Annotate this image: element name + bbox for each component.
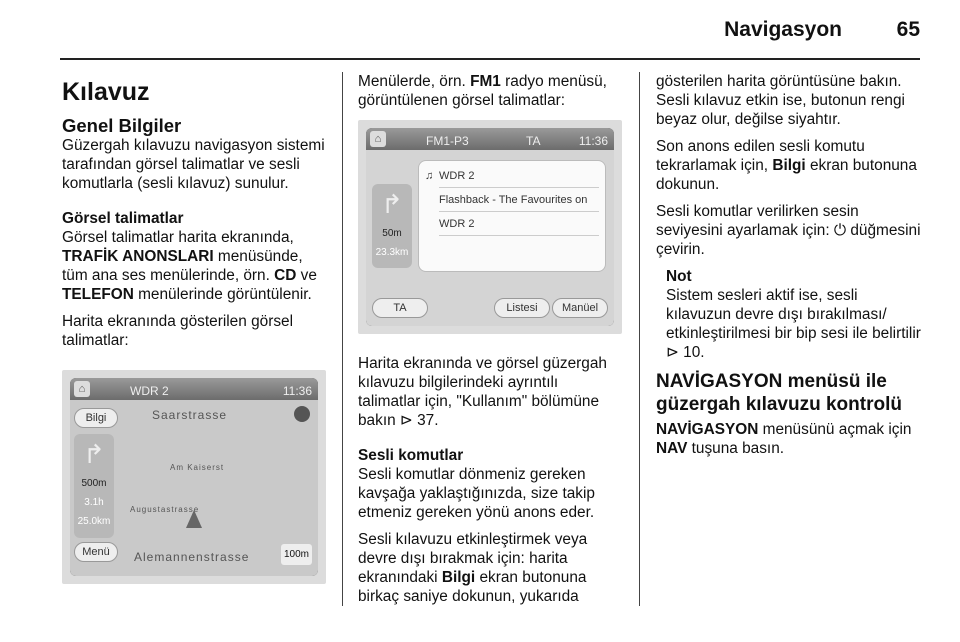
paragraph: Sesli kılavuzu etkinleştirmek veya devre dışı bırakmak için: harita ekranındaki Bilgi ekran butonuna birkaç saniye dokunun, yukarıda (358, 531, 588, 605)
station-list (418, 160, 606, 272)
paragraph: Menülerde, örn. FM1 radyo menüsü, görüntülenen görsel talimatlar: (358, 73, 607, 109)
turn-panel: ↱ 500m 3.1h 25.0km (74, 434, 114, 538)
turn-arrow-icon: ↱ (83, 439, 105, 469)
list-item: WDR 2 (439, 213, 599, 236)
section-heading: NAVİGASYON menüsü ile güzergah kılavuzu kontrolü (656, 371, 902, 415)
column-3 (656, 72, 926, 466)
header-rule (60, 58, 920, 60)
list-item: Flashback - The Favourites on (439, 189, 599, 212)
note-title: Not (666, 268, 692, 285)
paragraph: Görsel talimatlar harita ekranında, TRAFİK ANONSLARI menüsünde, tüm ana ses menülerinde, örn. CD ve TELEFON menülerinde görüntülenir. (62, 229, 317, 303)
page-number: 65 (896, 18, 920, 41)
car-position-icon (186, 510, 202, 528)
column-2 (358, 72, 623, 614)
page-header (60, 0, 920, 58)
voice-heading: Sesli komutlar (358, 447, 464, 464)
turn-arrow-icon: ↱ (381, 189, 403, 219)
paragraph: Harita ekranında ve görsel güzergah kılavuzu bilgilerindeki ayrıntılı talimatlar için, "Kullanım" bölümüne bakın ⊳ 37. (358, 355, 607, 429)
column-divider (342, 72, 343, 606)
paragraph: gösterilen harita görüntüsüne bakın. Sesli kılavuz etkin ise, butonun rengi beyaz olur, değilse siyahtır. (656, 73, 905, 128)
paragraph: Sesli komutlar dönmeniz gereken kavşağa yaklaştığınızda, size takip etmeniz gereken yönü anons eder. (358, 466, 595, 521)
header-title: Navigasyon (724, 18, 842, 41)
radio-screenshot: ⌂ FM1-P3 TA 11:36 ↱ 50m 23.3km ♫ WDR 2 Flashback - The Favourites on WDR 2 TA Listesi Manüel (358, 120, 622, 334)
column-divider (639, 72, 640, 606)
map-screenshot: ⌂ WDR 2 11:36 Saarstrasse Am Kaiserst Augustastrasse Alemannenstrasse Bilgi ↱ 500m 3.1h 25.0km Menü 100m (62, 370, 326, 584)
home-icon: ⌂ (370, 131, 386, 147)
paragraph: Harita ekranında gösterilen görsel talimatlar: (62, 313, 293, 349)
paragraph: Son anons edilen sesli komutu tekrarlamak için, Bilgi ekran butonuna dokunun. (656, 138, 917, 193)
compass-icon (294, 406, 310, 422)
paragraph: Sesli komutlar verilirken sesin seviyesini ayarlamak için: ⏻ düğmesini çevirin. (656, 203, 921, 258)
intro-paragraph: Güzergah kılavuzu navigasyon sistemi tarafından görsel talimatlar ve sesli komutlarla (sesli kılavuz) sunulur. (62, 137, 325, 192)
paragraph: NAVİGASYON menüsünü açmak için NAV tuşuna basın. (656, 421, 912, 457)
note-text: Sistem sesleri aktif ise, sesli kılavuzun devre dışı bırakılması/ etkinleştirilmesi bir bip sesi ile belirtilir ⊳ 10. (666, 287, 921, 361)
manual-button: Manüel (552, 298, 608, 318)
visual-heading: Görsel talimatlar (62, 210, 184, 227)
subheading: Genel Bilgiler (62, 115, 182, 136)
list-button: Listesi (494, 298, 550, 318)
note-box (666, 267, 926, 362)
info-button: Bilgi (74, 408, 118, 428)
menu-button: Menü (74, 542, 118, 562)
home-icon: ⌂ (74, 381, 90, 397)
section-heading: Kılavuz (62, 78, 150, 106)
list-item: ♫ WDR 2 (439, 165, 599, 188)
column-1 (62, 72, 328, 584)
scale-label: 100m (281, 544, 312, 565)
turn-panel: ↱ 50m 23.3km (372, 184, 412, 268)
ta-button: TA (372, 298, 428, 318)
music-note-icon: ♫ (425, 170, 434, 182)
